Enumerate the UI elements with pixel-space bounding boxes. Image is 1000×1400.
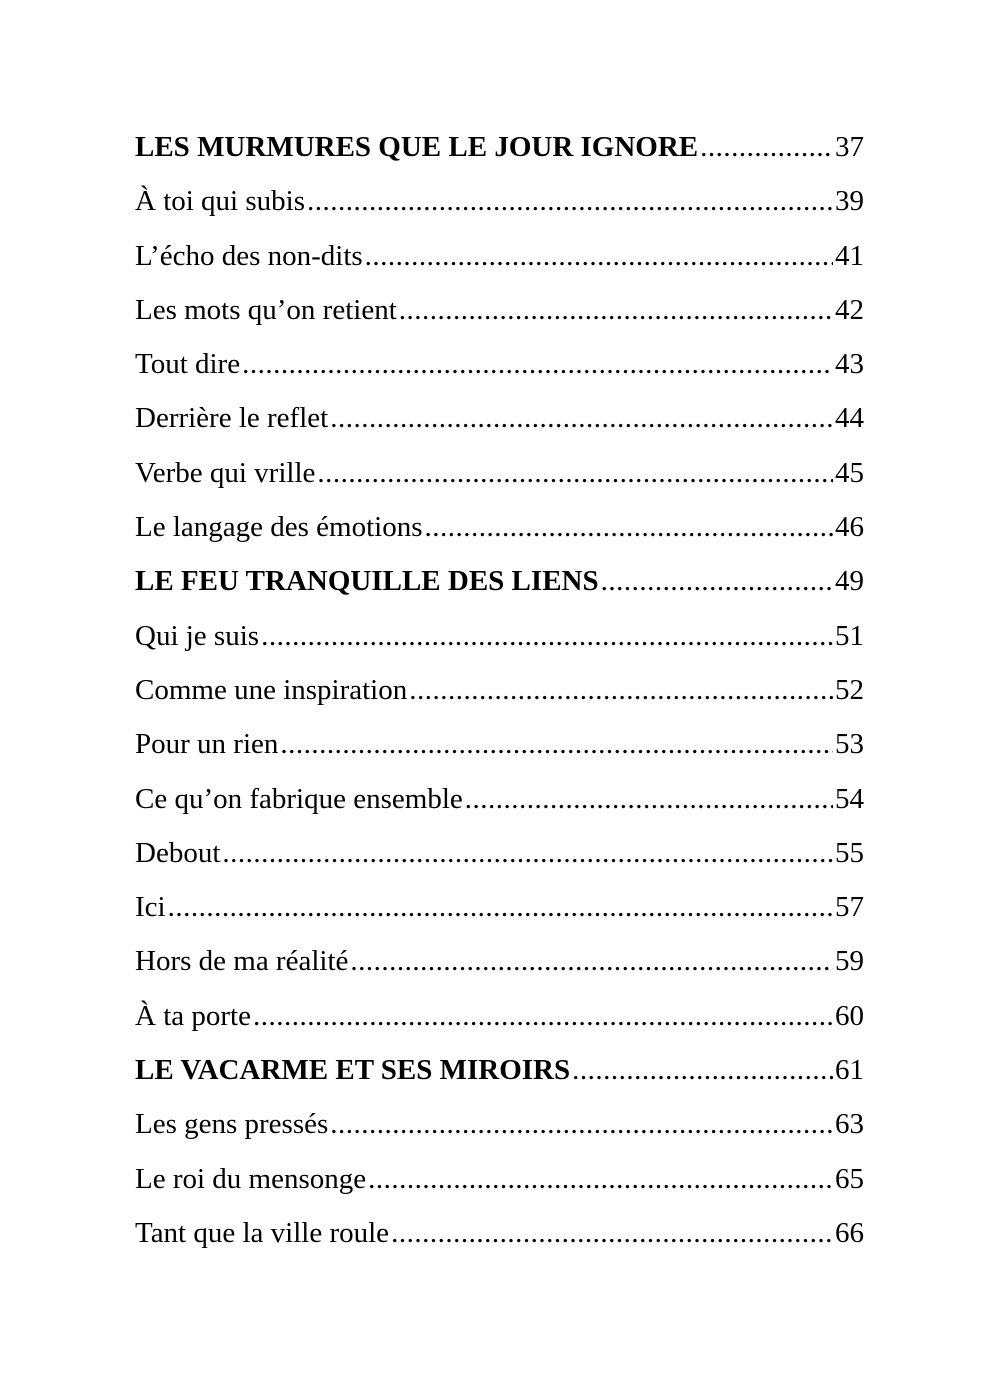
toc-page-number: 41 [835, 239, 864, 272]
toc-entry-title: À ta porte [135, 999, 251, 1032]
toc-page-number: 59 [835, 945, 864, 978]
toc-entry [135, 663, 864, 717]
toc-entry-title: Hors de ma réalité [135, 945, 349, 978]
toc-entry-title: LE FEU TRANQUILLE DES LIENS [135, 565, 599, 598]
dot-leader [409, 663, 833, 717]
dot-leader [253, 989, 833, 1043]
dot-leader [330, 391, 833, 445]
dot-leader [330, 1097, 833, 1151]
toc-entry-title: LE VACARME ET SES MIROIRS [135, 1054, 571, 1087]
toc-section-heading [135, 1043, 864, 1097]
dot-leader [391, 1206, 833, 1260]
toc-entry-title: LES MURMURES QUE LE JOUR IGNORE [135, 131, 699, 163]
toc-page-number: 66 [835, 1216, 864, 1249]
toc-page-number: 45 [835, 456, 864, 489]
toc-page-number: 44 [835, 402, 864, 435]
dot-leader [280, 717, 833, 771]
toc-entry-title: L’écho des non-dits [135, 239, 363, 272]
toc-entry-title: Le langage des émotions [135, 511, 423, 544]
toc-entry-title: Qui je suis [135, 619, 260, 652]
dot-leader [317, 446, 833, 500]
toc-section-heading [135, 120, 864, 174]
toc-entry [135, 391, 864, 445]
toc-entry [135, 772, 864, 826]
dot-leader [572, 1043, 833, 1097]
toc-entry [135, 174, 864, 228]
toc-page-number: 43 [835, 348, 864, 381]
toc-entry [135, 989, 864, 1043]
table-of-contents [135, 120, 864, 1260]
toc-entry [135, 500, 864, 554]
toc-entry [135, 880, 864, 934]
toc-entry-title: Tant que la ville roule [135, 1216, 390, 1249]
toc-entry-title: Les mots qu’on retient [135, 293, 397, 326]
dot-leader [425, 500, 834, 554]
dot-leader [350, 934, 833, 988]
toc-entry-title: Derrière le reflet [135, 402, 329, 435]
dot-leader [700, 120, 833, 174]
dot-leader [465, 772, 833, 826]
toc-page-number: 54 [835, 782, 864, 815]
toc-entry-title: Ici [135, 891, 166, 924]
toc-page-number: 39 [835, 185, 864, 218]
toc-page-number: 60 [835, 999, 864, 1032]
toc-entry [135, 826, 864, 880]
toc-page-number: 52 [835, 673, 864, 706]
toc-page-number: 37 [835, 131, 864, 163]
toc-page-number: 63 [835, 1108, 864, 1141]
toc-entry-title: Les gens pressés [135, 1108, 329, 1141]
dot-leader [307, 174, 833, 228]
toc-page-number: 55 [835, 836, 864, 869]
dot-leader [399, 283, 833, 337]
toc-section-heading [135, 554, 864, 608]
toc-page-number: 57 [835, 891, 864, 924]
toc-page-number: 49 [835, 565, 864, 598]
toc-entry-title: Ce qu’on fabrique ensemble [135, 782, 463, 815]
toc-entry [135, 446, 864, 500]
toc-page-number: 53 [835, 728, 864, 761]
toc-entry [135, 1206, 864, 1260]
toc-page-number: 42 [835, 293, 864, 326]
toc-entry-title: Debout [135, 836, 221, 869]
dot-leader [242, 337, 833, 391]
toc-page-number: 65 [835, 1162, 864, 1195]
dot-leader [368, 1152, 833, 1206]
dot-leader [168, 880, 833, 934]
toc-page-number: 61 [835, 1054, 864, 1087]
dot-leader [261, 609, 833, 663]
toc-entry [135, 1097, 864, 1151]
toc-entry-title: Verbe qui vrille [135, 456, 316, 489]
dot-leader [222, 826, 833, 880]
toc-entry-title: Le roi du mensonge [135, 1162, 367, 1195]
toc-entry [135, 609, 864, 663]
toc-entry [135, 1152, 864, 1206]
toc-entry [135, 229, 864, 283]
toc-page-number: 46 [835, 511, 864, 544]
toc-entry-title: Pour un rien [135, 728, 279, 761]
toc-entry [135, 283, 864, 337]
toc-entry-title: Tout dire [135, 348, 241, 381]
toc-entry [135, 934, 864, 988]
toc-entry-title: Comme une inspiration [135, 673, 408, 706]
toc-entry [135, 717, 864, 771]
toc-page-number: 51 [835, 619, 864, 652]
dot-leader [365, 229, 833, 283]
dot-leader [601, 554, 833, 608]
toc-entry [135, 337, 864, 391]
toc-entry-title: À toi qui subis [135, 185, 305, 218]
